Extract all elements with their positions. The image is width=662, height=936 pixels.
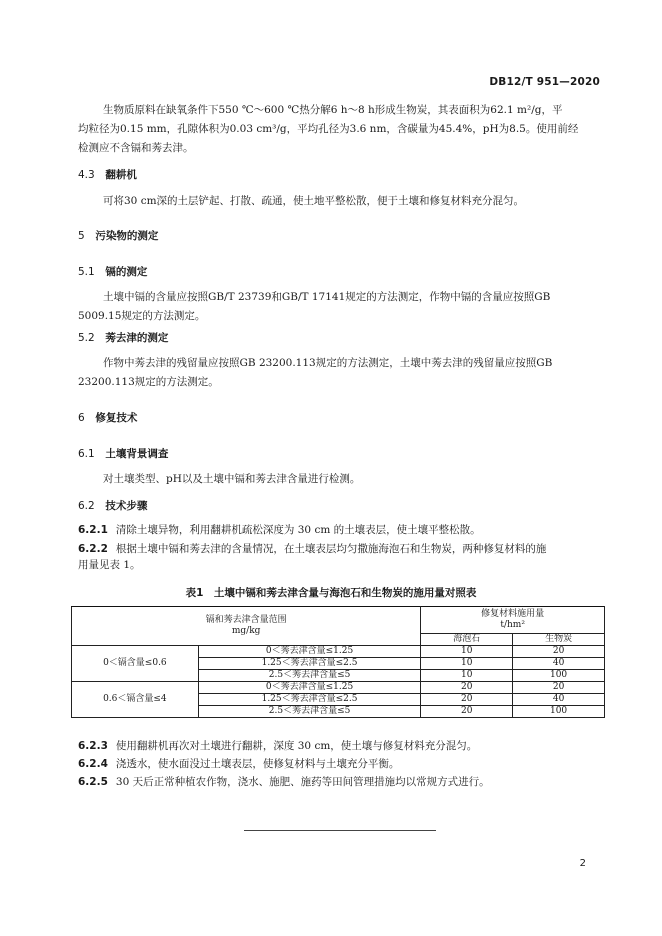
atrazine-range-cell: 2.5＜莠去津含量≤5 (198, 706, 421, 718)
cd-range-cell: 0＜镉含量≤0.6 (72, 646, 199, 682)
section-5-2-line-1: 作物中莠去津的残留量应按照GB 23200.113规定的方法测定，土壤中莠去津的残留量应按照GB (103, 357, 553, 369)
step-number: 6.2.3 (78, 740, 108, 752)
sepiolite-value-cell: 10 (421, 646, 513, 658)
atrazine-range-cell: 2.5＜莠去津含量≤5 (198, 670, 421, 682)
atrazine-range-cell: 1.25＜莠去津含量≤2.5 (198, 694, 421, 706)
header-dose-unit: t/hm² (500, 619, 525, 630)
section-number: 6.1 (78, 448, 95, 460)
atrazine-range-cell: 1.25＜莠去津含量≤2.5 (198, 658, 421, 670)
header-dose-cell (421, 607, 605, 634)
section-number: 6 (78, 412, 85, 424)
section-6-heading (78, 410, 137, 426)
section-5-2-line-2: 23200.113规定的方法测定。 (78, 376, 219, 388)
section-5-2-text (78, 354, 606, 392)
section-6-1-text: 对土壤类型、pH以及土壤中镉和莠去津含量进行检测。 (103, 473, 361, 485)
step-text-line-1: 根据土壤中镉和莠去津的含量情况，在土壤表层均匀撒施海泡石和生物炭，两种修复材料的施 (115, 543, 547, 555)
section-number: 6.2 (78, 500, 95, 512)
header-biochar: 生物炭 (513, 633, 605, 645)
section-title: 土壤背景调查 (105, 448, 169, 460)
section-number: 5 (78, 230, 85, 242)
biochar-value-cell: 100 (513, 670, 605, 682)
step-6-2-1 (78, 522, 606, 538)
section-number: 5.1 (78, 266, 95, 278)
table-caption: 表1 土壤中镉和莠去津含量与海泡石和生物炭的施用量对照表 (185, 587, 477, 599)
section-4-3-heading (78, 167, 137, 183)
step-text: 清除土壤异物，利用翻耕机疏松深度为 30 cm 的土壤表层，使土壤平整松散。 (115, 524, 481, 536)
step-number: 6.2.2 (78, 543, 108, 555)
biochar-value-cell: 40 (513, 694, 605, 706)
biochar-value-cell: 20 (513, 682, 605, 694)
section-5-2-heading (78, 330, 168, 346)
section-title: 镉的测定 (105, 266, 148, 278)
sepiolite-value-cell: 20 (421, 706, 513, 718)
step-text: 浇透水，使水面没过土壤表层，使修复材料与土壤充分平衡。 (115, 758, 400, 770)
biochar-description (78, 101, 606, 158)
table-row (72, 646, 605, 658)
atrazine-range-cell: 0＜莠去津含量≤1.25 (198, 682, 421, 694)
header-range-unit: mg/kg (231, 626, 261, 636)
section-number: 5.2 (78, 332, 95, 344)
section-5-heading (78, 228, 158, 244)
step-6-2-2 (78, 541, 606, 573)
biochar-line-1: 生物质原料在缺氧条件下550 ℃～600 ℃热分解6 h～8 h形成生物炭，其表面积为62.1 m²/g，平 (103, 104, 563, 116)
section-5-1-line-2: 5009.15规定的方法测定。 (78, 310, 206, 322)
header-range-cell (72, 607, 421, 646)
step-number: 6.2.5 (78, 776, 108, 788)
page-number: 2 (579, 858, 586, 869)
section-6-2-heading (78, 498, 147, 514)
atrazine-range-cell: 0＜莠去津含量≤1.25 (198, 646, 421, 658)
step-text-line-2: 用量见表 1。 (78, 559, 141, 571)
sepiolite-value-cell: 10 (421, 658, 513, 670)
section-title: 技术步骤 (105, 500, 148, 512)
section-5-1-text (78, 288, 606, 326)
header-dose-label: 修复材料施用量 (481, 608, 545, 619)
cd-range-cell: 0.6＜镉含量≤4 (72, 682, 199, 718)
biochar-value-cell: 100 (513, 706, 605, 718)
biochar-line-3: 检测应不含镉和莠去津。 (78, 142, 194, 154)
document-code: DB12/T 951—2020 (489, 76, 600, 88)
section-6-1-heading (78, 446, 168, 462)
biochar-line-2: 均粒径为0.15 mm，孔隙体积为0.03 cm³/g，平均孔径为3.6 nm，含碳量为45.4%，pH为8.5。使用前经 (78, 123, 579, 135)
section-4-3-text: 可将30 cm深的土层铲起、打散、疏通，使土地平整松散，便于土壤和修复材料充分混匀。 (103, 195, 525, 207)
end-rule (244, 830, 436, 831)
table-row (72, 682, 605, 694)
step-text: 30 天后正常种植农作物，浇水、施肥、施药等田间管理措施均以常规方式进行。 (115, 776, 490, 788)
section-5-1-line-1: 土壤中镉的含量应按照GB/T 23739和GB/T 17141规定的方法测定，作物中镉的含量应按照GB (103, 291, 551, 303)
section-5-1-heading (78, 264, 147, 280)
section-number: 4.3 (78, 169, 95, 181)
section-title: 修复技术 (95, 412, 138, 424)
step-number: 6.2.1 (78, 524, 108, 536)
step-number: 6.2.4 (78, 758, 108, 770)
sepiolite-value-cell: 20 (421, 682, 513, 694)
header-sepiolite: 海泡石 (421, 633, 513, 645)
step-6-2-4 (78, 756, 606, 772)
sepiolite-value-cell: 20 (421, 694, 513, 706)
section-title: 污染物的测定 (95, 230, 159, 242)
header-range-label: 镉和莠去津含量范围 (205, 615, 287, 625)
section-title: 翻耕机 (105, 169, 137, 181)
biochar-value-cell: 40 (513, 658, 605, 670)
section-title: 莠去津的测定 (105, 332, 169, 344)
step-text: 使用翻耕机再次对土壤进行翻耕，深度 30 cm，使土壤与修复材料充分混匀。 (115, 740, 478, 752)
step-6-2-3 (78, 738, 606, 754)
sepiolite-value-cell: 10 (421, 670, 513, 682)
biochar-value-cell: 20 (513, 646, 605, 658)
dosage-table (71, 606, 605, 718)
step-6-2-5 (78, 774, 606, 790)
